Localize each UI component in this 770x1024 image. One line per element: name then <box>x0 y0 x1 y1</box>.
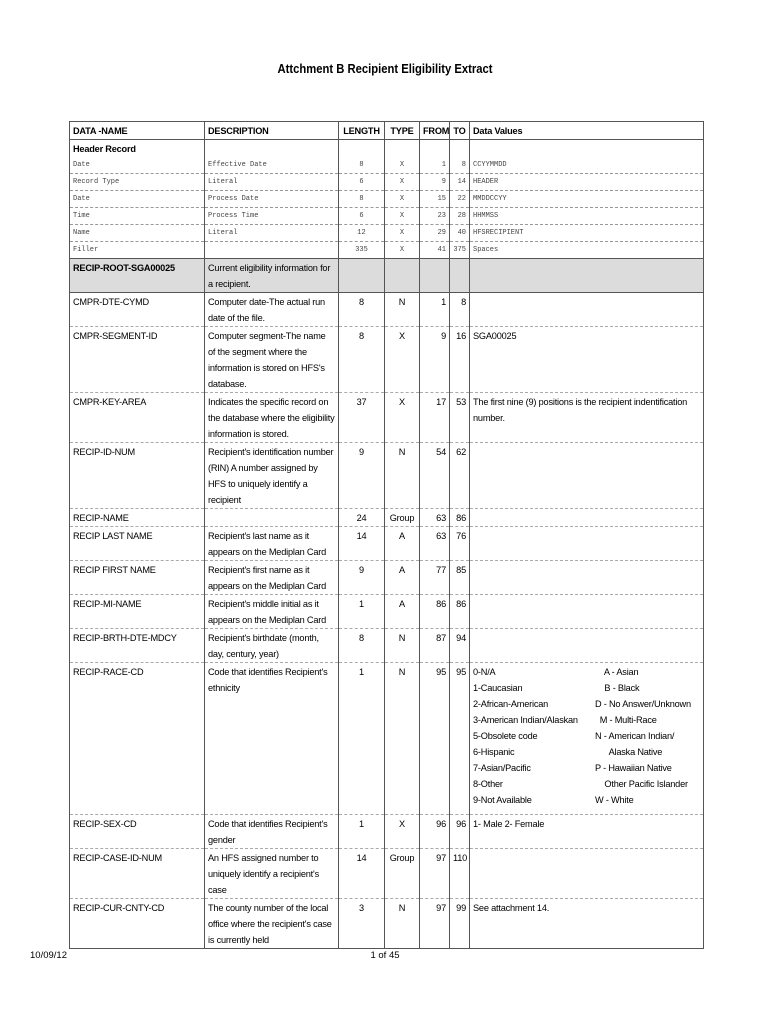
field-to: 14 <box>450 174 470 191</box>
field-desc: Code that identifies Recipient's gender <box>205 815 339 849</box>
field-to: 62 <box>450 443 470 509</box>
field-desc: Process Date <box>205 191 339 208</box>
field-length: 8 <box>339 327 385 393</box>
field-length: 3 <box>339 899 385 949</box>
field-from: 17 <box>420 393 450 443</box>
field-desc: Indicates the specific record on the database where the eligibility information is stored. <box>205 393 339 443</box>
field-to: 99 <box>450 899 470 949</box>
field-length: 24 <box>339 509 385 527</box>
race-code: B - Black <box>595 683 640 693</box>
field-to: 8 <box>450 157 470 174</box>
field-length: 1 <box>339 663 385 815</box>
field-name: RECIP-BRTH-DTE-MDCY <box>70 629 205 663</box>
column-header: FROM <box>420 122 450 140</box>
field-desc: Recipient's identification number (RIN) A number assigned by HFS to uniquely identify a recipient <box>205 443 339 509</box>
table-row <box>70 815 704 849</box>
field-to: 86 <box>450 595 470 629</box>
field-name: Record Type <box>70 174 205 191</box>
table-row <box>70 174 704 191</box>
empty-cell <box>450 140 470 158</box>
race-code-list <box>473 664 700 808</box>
field-from: 63 <box>420 527 450 561</box>
field-to: 110 <box>450 849 470 899</box>
race-code: 3-American Indian/Alaskan <box>473 715 578 725</box>
segment-description: Current eligibility information for a recipient. <box>205 259 339 293</box>
field-to: 86 <box>450 509 470 527</box>
table-row <box>70 849 704 899</box>
empty-cell <box>420 259 450 293</box>
field-values: HFSRECIPIENT <box>470 225 704 242</box>
field-from: 41 <box>420 242 450 259</box>
field-type: N <box>385 629 420 663</box>
column-header: DATA -NAME <box>70 122 205 140</box>
field-type: A <box>385 561 420 595</box>
race-code: 2-African-American <box>473 699 549 709</box>
field-from: 86 <box>420 595 450 629</box>
empty-cell <box>470 259 704 293</box>
field-values <box>470 629 704 663</box>
field-values: The first nine (9) positions is the recipient indentification number. <box>470 393 704 443</box>
race-code: 1-Caucasian <box>473 683 523 693</box>
field-name: RECIP-RACE-CD <box>70 663 205 815</box>
field-length: 8 <box>339 293 385 327</box>
race-code: 7-Asian/Pacific <box>473 763 531 773</box>
field-to: 8 <box>450 293 470 327</box>
race-code: 6-Hispanic <box>473 747 515 757</box>
field-desc <box>205 242 339 259</box>
field-length: 14 <box>339 849 385 899</box>
field-from: 1 <box>420 293 450 327</box>
field-values: CCYYMMDD <box>470 157 704 174</box>
field-desc: Recipient's birthdate (month, day, century, year) <box>205 629 339 663</box>
field-desc: Computer segment-The name of the segment where the information is stored on HFS's database. <box>205 327 339 393</box>
field-values: See attachment 14. <box>470 899 704 949</box>
field-name: RECIP LAST NAME <box>70 527 205 561</box>
field-length: 37 <box>339 393 385 443</box>
field-values <box>470 663 704 815</box>
field-desc: Process Time <box>205 208 339 225</box>
field-desc: Literal <box>205 174 339 191</box>
field-name: CMPR-KEY-AREA <box>70 393 205 443</box>
footer-page-number: 1 of 45 <box>370 950 400 961</box>
field-to: 85 <box>450 561 470 595</box>
field-desc: Recipient's middle initial as it appears on the Mediplan Card <box>205 595 339 629</box>
field-name: Filler <box>70 242 205 259</box>
field-length: 9 <box>339 561 385 595</box>
field-type: N <box>385 663 420 815</box>
table-row <box>70 899 704 949</box>
field-desc: Literal <box>205 225 339 242</box>
field-desc <box>205 509 339 527</box>
field-type: X <box>385 242 420 259</box>
table-row <box>70 208 704 225</box>
field-type: X <box>385 208 420 225</box>
field-length: 14 <box>339 527 385 561</box>
field-to: 53 <box>450 393 470 443</box>
field-name: RECIP-ID-NUM <box>70 443 205 509</box>
field-name: RECIP-MI-NAME <box>70 595 205 629</box>
race-code: Other Pacific Islander <box>595 779 688 789</box>
field-desc: Recipient's first name as it appears on the Mediplan Card <box>205 561 339 595</box>
section-label: Header Record <box>70 140 205 158</box>
table-row <box>70 225 704 242</box>
field-desc: Recipient's last name as it appears on the Mediplan Card <box>205 527 339 561</box>
table-row <box>70 527 704 561</box>
table-row <box>70 629 704 663</box>
empty-cell <box>385 140 420 158</box>
empty-cell <box>205 140 339 158</box>
field-from: 54 <box>420 443 450 509</box>
empty-cell <box>385 259 420 293</box>
field-name: RECIP-CUR-CNTY-CD <box>70 899 205 949</box>
table-row <box>70 157 704 174</box>
field-name: Name <box>70 225 205 242</box>
field-from: 63 <box>420 509 450 527</box>
field-length: 12 <box>339 225 385 242</box>
field-values <box>470 561 704 595</box>
race-code: Alaska Native <box>595 747 663 757</box>
field-length: 9 <box>339 443 385 509</box>
field-type: N <box>385 899 420 949</box>
field-from: 1 <box>420 157 450 174</box>
field-name: CMPR-DTE-CYMD <box>70 293 205 327</box>
field-desc: The county number of the local office where the recipient's case is currently held <box>205 899 339 949</box>
race-code: W - White <box>595 795 634 805</box>
field-to: 16 <box>450 327 470 393</box>
empty-cell <box>450 259 470 293</box>
header-record-row <box>70 140 704 158</box>
field-type: X <box>385 174 420 191</box>
empty-cell <box>339 259 385 293</box>
field-values <box>470 443 704 509</box>
race-code: 9-Not Available <box>473 795 532 805</box>
field-type: X <box>385 815 420 849</box>
column-header: Data Values <box>470 122 704 140</box>
footer-date: 10/09/12 <box>30 950 67 961</box>
table-row <box>70 242 704 259</box>
race-code: P - Hawaiian Native <box>595 763 672 773</box>
column-header-row <box>70 122 704 140</box>
segment-name: RECIP-ROOT-SGA00025 <box>70 259 205 293</box>
field-type: N <box>385 293 420 327</box>
field-from: 15 <box>420 191 450 208</box>
field-to: 22 <box>450 191 470 208</box>
field-type: X <box>385 393 420 443</box>
field-length: 8 <box>339 157 385 174</box>
field-name: RECIP-CASE-ID-NUM <box>70 849 205 899</box>
field-name: Date <box>70 157 205 174</box>
table-row <box>70 327 704 393</box>
field-length: 6 <box>339 174 385 191</box>
field-values <box>470 509 704 527</box>
field-name: RECIP FIRST NAME <box>70 561 205 595</box>
race-code: 5-Obsolete code <box>473 731 538 741</box>
field-values <box>470 527 704 561</box>
field-from: 23 <box>420 208 450 225</box>
race-code: D - No Answer/Unknown <box>595 699 691 709</box>
race-code: 0-N/A <box>473 667 496 677</box>
field-to: 96 <box>450 815 470 849</box>
field-length: 1 <box>339 595 385 629</box>
table-row <box>70 293 704 327</box>
column-header: DESCRIPTION <box>205 122 339 140</box>
table-row <box>70 191 704 208</box>
field-to: 40 <box>450 225 470 242</box>
table-row <box>70 393 704 443</box>
empty-cell <box>470 140 704 158</box>
field-to: 94 <box>450 629 470 663</box>
field-name: Time <box>70 208 205 225</box>
field-type: N <box>385 443 420 509</box>
field-to: 76 <box>450 527 470 561</box>
table-row <box>70 595 704 629</box>
field-from: 96 <box>420 815 450 849</box>
field-values <box>470 293 704 327</box>
field-from: 87 <box>420 629 450 663</box>
field-from: 77 <box>420 561 450 595</box>
column-header: TO <box>450 122 470 140</box>
field-type: Group <box>385 509 420 527</box>
field-to: 28 <box>450 208 470 225</box>
field-type: X <box>385 191 420 208</box>
field-type: Group <box>385 849 420 899</box>
field-length: 8 <box>339 191 385 208</box>
field-desc: An HFS assigned number to uniquely identify a recipient's case <box>205 849 339 899</box>
field-to: 375 <box>450 242 470 259</box>
field-from: 97 <box>420 899 450 949</box>
column-header: TYPE <box>385 122 420 140</box>
field-length: 6 <box>339 208 385 225</box>
race-code: M - Multi-Race <box>595 715 657 725</box>
field-type: A <box>385 595 420 629</box>
field-type: X <box>385 225 420 242</box>
field-length: 1 <box>339 815 385 849</box>
field-values: HHMMSS <box>470 208 704 225</box>
record-layout-table <box>69 121 704 949</box>
field-values: SGA00025 <box>470 327 704 393</box>
field-values: Spaces <box>470 242 704 259</box>
table-row <box>70 443 704 509</box>
field-desc: Code that identifies Recipient's ethnicity <box>205 663 339 815</box>
field-name: RECIP-SEX-CD <box>70 815 205 849</box>
field-values: HEADER <box>470 174 704 191</box>
race-code: 8-Other <box>473 779 503 789</box>
field-values: 1- Male 2- Female <box>470 815 704 849</box>
field-to: 95 <box>450 663 470 815</box>
field-from: 9 <box>420 174 450 191</box>
field-values: MMDDCCYY <box>470 191 704 208</box>
field-length: 335 <box>339 242 385 259</box>
table-row <box>70 663 704 815</box>
field-desc: Effective Date <box>205 157 339 174</box>
column-header: LENGTH <box>339 122 385 140</box>
race-code: A - Asian <box>595 667 639 677</box>
field-from: 95 <box>420 663 450 815</box>
empty-cell <box>339 140 385 158</box>
field-length: 8 <box>339 629 385 663</box>
race-code: N - American Indian/ <box>595 731 675 741</box>
field-type: X <box>385 157 420 174</box>
field-type: X <box>385 327 420 393</box>
field-values <box>470 595 704 629</box>
field-values <box>470 849 704 899</box>
table-row <box>70 561 704 595</box>
field-from: 29 <box>420 225 450 242</box>
field-name: CMPR-SEGMENT-ID <box>70 327 205 393</box>
field-from: 9 <box>420 327 450 393</box>
field-name: Date <box>70 191 205 208</box>
field-desc: Computer date-The actual run date of the file. <box>205 293 339 327</box>
empty-cell <box>420 140 450 158</box>
document-title: Attchment B Recipient Eligibility Extract <box>277 62 493 76</box>
field-name: RECIP-NAME <box>70 509 205 527</box>
field-from: 97 <box>420 849 450 899</box>
segment-row <box>70 259 704 293</box>
field-type: A <box>385 527 420 561</box>
table-row <box>70 509 704 527</box>
